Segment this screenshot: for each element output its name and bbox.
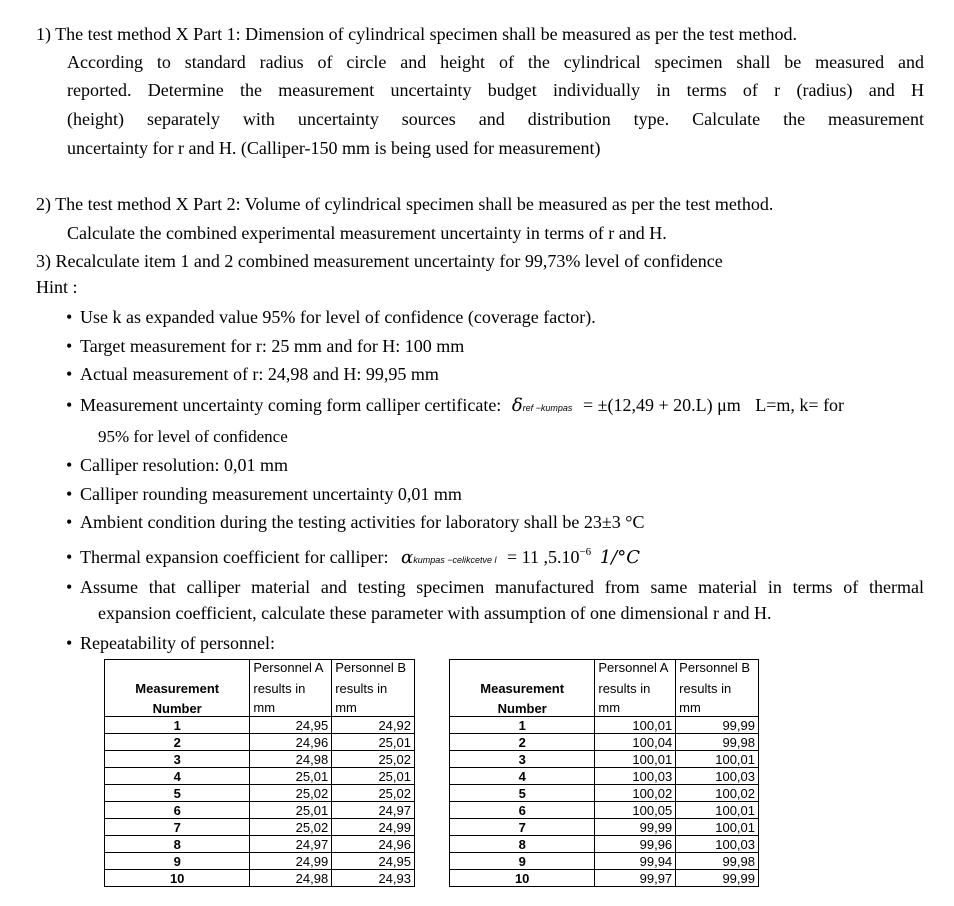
thermal-unit: 1/°C (599, 547, 640, 568)
table-row (450, 734, 759, 751)
header-mm-b: mm (332, 700, 415, 717)
q1-line-2: According to standard radius of circle and height of the cylindrical specimen shall be measured and (67, 52, 924, 72)
personnel-a-value-cell: 99,99 (595, 819, 676, 836)
measurement-number-cell: 6 (450, 802, 595, 819)
measurement-number-cell: 5 (105, 785, 250, 802)
measurement-number-cell: 5 (450, 785, 595, 802)
personnel-a-value-cell: 24,96 (250, 734, 332, 751)
table-row (450, 802, 759, 819)
measurement-number-cell: 7 (105, 819, 250, 836)
personnel-b-value-cell: 100,03 (676, 768, 759, 785)
hint-item-assume-cont: expansion coefficient, calculate these parameter with assumption of one dimensional r and H. (98, 603, 772, 623)
thermal-formula: = 11 ,5.10 (506, 547, 580, 567)
table-row (450, 785, 759, 802)
table-row (105, 870, 415, 887)
repeatability-table-r (104, 659, 415, 887)
table-row (105, 853, 415, 870)
personnel-b-value-cell: 25,01 (332, 734, 415, 751)
personnel-a-value-cell: 99,97 (595, 870, 676, 887)
measurement-number-cell: 10 (450, 870, 595, 887)
header-measurement: Measurement (450, 676, 595, 700)
header-number: Number (450, 700, 595, 717)
delta-symbol: δ (511, 395, 523, 416)
table-row (450, 751, 759, 768)
personnel-b-value-cell: 100,02 (676, 785, 759, 802)
personnel-a-value-cell: 24,98 (250, 870, 332, 887)
personnel-a-value-cell: 100,01 (595, 751, 676, 768)
table-row (105, 836, 415, 853)
personnel-b-value-cell: 24,92 (332, 717, 415, 734)
header-mm-a: mm (595, 700, 676, 717)
alpha-symbol: α (401, 547, 414, 568)
table-row (450, 853, 759, 870)
header-personnel-a: Personnel A (595, 660, 676, 677)
q3-line-1: 3) Recalculate item 1 and 2 combined measurement uncertainty for 99,73% level of confidence (36, 251, 723, 271)
hint-item-rounding: • Calliper rounding measurement uncertainty 0,01 mm (66, 484, 462, 504)
alpha-subscript: kumpas −celikcetve l (413, 555, 497, 565)
personnel-a-value-cell: 99,94 (595, 853, 676, 870)
header-results-in-b: results in (332, 676, 415, 700)
hint-item-certificate-cont: 95% for level of confidence (98, 427, 288, 446)
header-results-in-b: results in (676, 676, 759, 700)
hint-item-resolution: • Calliper resolution: 0,01 mm (66, 455, 288, 475)
personnel-b-value-cell: 24,97 (332, 802, 415, 819)
personnel-b-value-cell: 24,99 (332, 819, 415, 836)
personnel-b-value-cell: 99,98 (676, 853, 759, 870)
table-row (450, 768, 759, 785)
personnel-a-value-cell: 25,01 (250, 802, 332, 819)
personnel-b-value-cell: 25,02 (332, 751, 415, 768)
hint-item-thermal: • Thermal expansion coefficient for calliper: αkumpas −celikcetve l = 11 $,5.10^{-6}$ 1/°C (66, 546, 640, 568)
delta-subscript: ref −kumpas (522, 403, 573, 413)
header-personnel-b: Personnel B (332, 660, 415, 677)
hint-item-actual: • Actual measurement of r: 24,98 and H: 99,95 mm (66, 364, 439, 384)
hint-item-repeatability: • Repeatability of personnel: (66, 633, 275, 653)
personnel-a-value-cell: 99,96 (595, 836, 676, 853)
repeatability-table-h (449, 659, 759, 887)
table-row (105, 751, 415, 768)
table-row (105, 785, 415, 802)
personnel-b-value-cell: 100,01 (676, 802, 759, 819)
personnel-b-value-cell: 100,01 (676, 819, 759, 836)
q2-line-2: Calculate the combined experimental measurement uncertainty in terms of r and H. (67, 223, 667, 243)
measurement-number-cell: 8 (105, 836, 250, 853)
table-row (105, 802, 415, 819)
header-number: Number (105, 700, 250, 717)
q1-line-4: (height) separately with uncertainty sources and distribution type. Calculate the measurement (67, 109, 924, 129)
measurement-number-cell: 6 (105, 802, 250, 819)
personnel-a-value-cell: 24,97 (250, 836, 332, 853)
table-row (105, 717, 415, 734)
measurement-number-cell: 9 (105, 853, 250, 870)
header-personnel-a: Personnel A (250, 660, 332, 677)
personnel-b-value-cell: 100,03 (676, 836, 759, 853)
measurement-number-cell: 1 (105, 717, 250, 734)
q1-line-5: uncertainty for r and H. (Calliper-150 mm is being used for measurement) (67, 138, 601, 158)
measurement-number-cell: 4 (105, 768, 250, 785)
personnel-a-value-cell: 24,95 (250, 717, 332, 734)
measurement-number-cell: 2 (450, 734, 595, 751)
table-row (105, 819, 415, 836)
certificate-tail: L=m, k= for (755, 395, 845, 415)
personnel-a-value-cell: 24,99 (250, 853, 332, 870)
header-results-in-a: results in (595, 676, 676, 700)
personnel-a-value-cell: 100,02 (595, 785, 676, 802)
measurement-number-cell: 3 (450, 751, 595, 768)
q2-line-1: 2) The test method X Part 2: Volume of cylindrical specimen shall be measured as per the test method. (36, 194, 774, 214)
hint-item-target: • Target measurement for r: 25 mm and for H: 100 mm (66, 336, 465, 356)
measurement-number-cell: 3 (105, 751, 250, 768)
personnel-a-value-cell: 100,03 (595, 768, 676, 785)
q1-line-1: 1) The test method X Part 1: Dimension of cylindrical specimen shall be measured as per the test method. (36, 24, 797, 44)
personnel-b-value-cell: 99,99 (676, 870, 759, 887)
certificate-formula: = ±(12,49 + 20.L) μm (582, 395, 741, 415)
personnel-b-value-cell: 24,96 (332, 836, 415, 853)
thermal-exponent: −6 (579, 546, 592, 558)
personnel-a-value-cell: 100,04 (595, 734, 676, 751)
personnel-a-value-cell: 100,01 (595, 717, 676, 734)
table-row (450, 836, 759, 853)
personnel-a-value-cell: 25,02 (250, 819, 332, 836)
measurement-number-cell: 9 (450, 853, 595, 870)
measurement-number-cell: 4 (450, 768, 595, 785)
personnel-a-value-cell: 100,05 (595, 802, 676, 819)
measurement-number-cell: 2 (105, 734, 250, 751)
measurement-number-cell: 10 (105, 870, 250, 887)
personnel-b-value-cell: 25,01 (332, 768, 415, 785)
personnel-b-value-cell: 100,01 (676, 751, 759, 768)
table-row (450, 819, 759, 836)
personnel-b-value-cell: 99,98 (676, 734, 759, 751)
hint-item-certificate: • Measurement uncertainty coming form calliper certificate: δref −kumpas = ±(12,49 + 20.L) μm L=m, k= for (66, 395, 845, 416)
personnel-b-value-cell: 24,95 (332, 853, 415, 870)
table-row (450, 717, 759, 734)
table-row (105, 734, 415, 751)
header-mm-a: mm (250, 700, 332, 717)
hint-item-ambient: • Ambient condition during the testing activities for laboratory shall be 23±3 °C (66, 512, 645, 532)
measurement-number-cell: 1 (450, 717, 595, 734)
header-personnel-b: Personnel B (676, 660, 759, 677)
personnel-a-value-cell: 24,98 (250, 751, 332, 768)
personnel-a-value-cell: 25,01 (250, 768, 332, 785)
personnel-b-value-cell: 25,02 (332, 785, 415, 802)
table-row (450, 870, 759, 887)
header-mm-b: mm (676, 700, 759, 717)
q1-line-3: reported. Determine the measurement uncertainty budget individually in terms of r (radius) and H (67, 80, 924, 100)
personnel-a-value-cell: 25,02 (250, 785, 332, 802)
hint-item-assume: • Assume that calliper material and testing specimen manufactured from same material in terms of thermal (66, 577, 924, 597)
hint-item-coverage: • Use k as expanded value 95% for level of confidence (coverage factor). (66, 307, 596, 327)
header-results-in-a: results in (250, 676, 332, 700)
table-row (105, 768, 415, 785)
header-measurement: Measurement (105, 676, 250, 700)
personnel-b-value-cell: 99,99 (676, 717, 759, 734)
personnel-b-value-cell: 24,93 (332, 870, 415, 887)
measurement-number-cell: 8 (450, 836, 595, 853)
measurement-number-cell: 7 (450, 819, 595, 836)
hint-label: Hint : (36, 277, 78, 297)
